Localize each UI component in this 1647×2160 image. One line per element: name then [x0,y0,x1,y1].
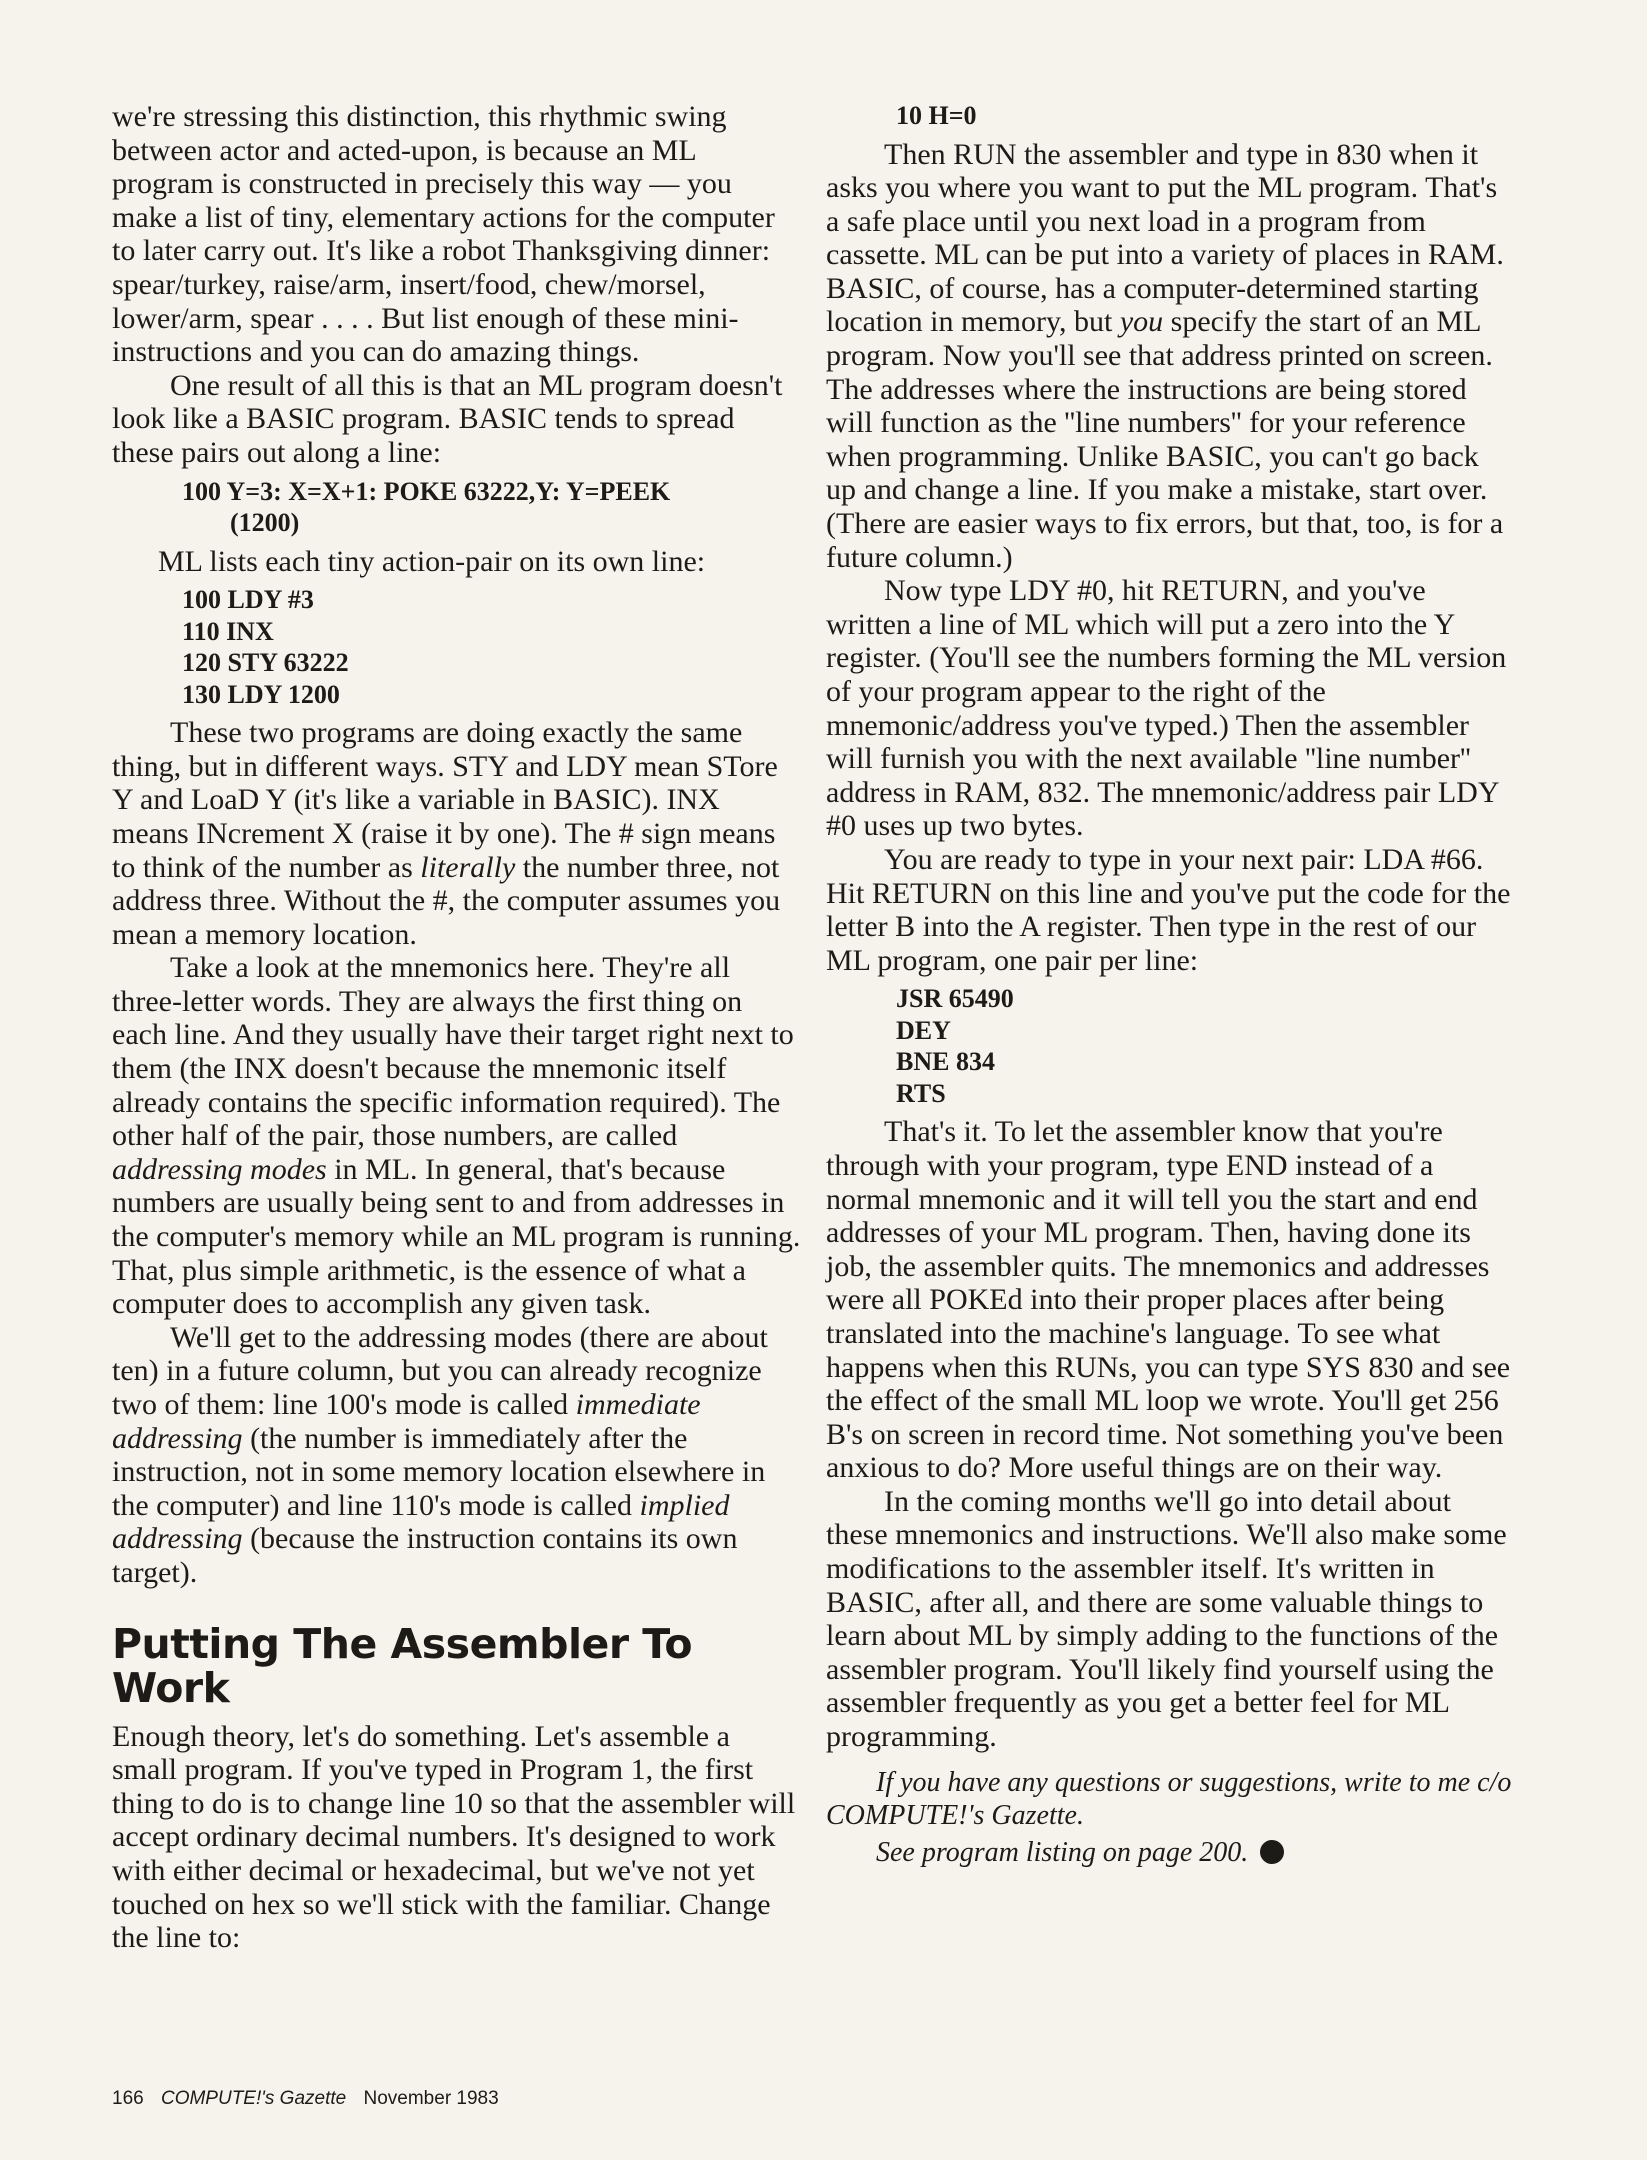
code-line: 130 LDY 1200 [182,679,340,709]
body-paragraph: In the coming months we'll go into detail about these mnemonics and instructions. We'll also make some modifications to the assembler itself. It's written in BASIC, after all, and there are some valuable things to learn about ML by simply adding to the functions of the assembler program. You'll likely find yourself using the assembler frequently as you get a better feel for ML programming. [826,1484,1507,1754]
body-paragraph: These two programs are doing exactly the same thing, but in different ways. STY and LDY mean STore Y and LoaD Y (it's like a variable in BASIC). INX means INcrement X (raise it by one). The # sign means to think of the number as literally the number three, not address three. Without the #, the computer assumes you mean a memory location. [112,716,781,951]
code-line: (1200) [230,508,300,538]
code-line: BNE 834 [896,1047,995,1077]
basic-code-listing [182,476,802,539]
body-paragraph: Now type LDY #0, hit RETURN, and you've written a line of ML which will put a zero into the Y register. (You'll see the numbers forming the ML version of your program appear to the right of the mnemonic/address you've typed.) Then the assembler will furnish you with the next available ''line number'' address in RAM, 832. The mnemonic/address pair LDY #0 uses up two bytes. [826,574,1507,843]
body-paragraph: That's it. To let the assembler know that you're through with your program, type END instead of a normal mnemonic and it will tell you the start and end addresses of your ML program. Then, having done its job, the assembler quits. The mnemonics and addresses were all POKEd into their proper places after being translated into the machine's language. To see what happens when this RUNs, you can type SYS 830 and see the effect of the small ML loop we wrote. You'll get 256 B's on screen in record time. Not something you've been anxious to do? More useful things are on their way. [826,1115,1511,1485]
code-line: RTS [896,1078,946,1108]
body-paragraph: One result of all this is that an ML program doesn't look like a BASIC program. BASIC tends to spread these pairs out along a line: [112,368,783,469]
body-paragraph: Enough theory, let's do something. Let's assemble a small program. If you've typed in Program 1, the first thing to do is to change line 10 so that the assembler will accept ordinary decimal numbers. It's designed to work with either decimal or hexadecimal, but we've not yet touched on hex so we'll stick with the familiar. Change the line to: [112,1719,796,1955]
magazine-name: COMPUTE!'s Gazette [160,2088,347,2109]
code-line: 120 STY 63222 [182,648,349,678]
body-paragraph: Take a look at the mnemonics here. They're all three-letter words. They are always the first thing on each line. And they usually have their target right next to them (the INX doesn't because the mnemonic itself already contains the specific information required). The other half of the pair, those numbers, are called addressing modes in ML. In general, that's because numbers are usually being sent to and from addresses in the computer's memory while an ML program is running. That, plus simple arithmetic, is the essence of what a computer does to accomplish any given task. [112,951,801,1321]
program-listing-note: See program listing on page 200. [826,1833,1516,1873]
body-paragraph: Then RUN the assembler and type in 830 when it asks you where you want to put the ML program. That's a safe place until you next load in a program from cassette. ML can be put into a variety of places in RAM. BASIC, of course, has a computer-determined starting location in memory, but you specify the start of an ML program. Now you'll see that address printed on screen. The addresses where the instructions are being stored will function as the ''line numbers'' for your reference when programming. Unlike BASIC, you can't go back up and change a line. If you make a mistake, start over. (There are easier ways to fix errors, but that, too, is for a future column.) [826,137,1504,574]
code-line: DEY [896,1015,951,1045]
right-column [826,100,1516,1873]
body-paragraph: We'll get to the addressing modes (there are about ten) in a future column, but you can already recognize two of them: line 100's mode is called immediate addressing (the number is immediately after the instruction, not in some memory location elsewhere in the computer) and line 110's mode is called implied addressing (because the instruction contains its own target). [112,1320,768,1589]
left-column [112,100,802,1955]
body-paragraph: we're stressing this distinction, this rhythmic swing between actor and acted-upon, is because an ML program is constructed in precisely this way — you make a list of tiny, elementary actions for the computer to later carry out. It's like a robot Thanksgiving dinner: spear/turkey, raise/arm, insert/food, chew/morsel, lower/arm, spear . . . . But list enough of these mini-instructions and you can do amazing things. [112,100,775,369]
code-line: JSR 65490 [896,984,1014,1014]
page-number: 166 [112,2088,144,2109]
body-paragraph: You are ready to type in your next pair: LDA #66. Hit RETURN on this line and you've put the code for the letter B into the A register. Then type in the rest of our ML program, one pair per line: [826,842,1511,977]
code-listing-line10 [896,100,1516,132]
code-line: 100 Y=3: X=X+1: POKE 63222,Y: Y=PEEK [182,476,671,506]
body-paragraph: ML lists each tiny action-pair on its own line: [158,544,706,578]
end-of-article-icon [1260,1840,1284,1864]
ml-code-listing [182,584,802,710]
code-line: 10 H=0 [896,101,977,130]
issue-date: November 1983 [363,2088,499,2109]
code-line: 110 INX [182,616,274,646]
code-line: 100 LDY #3 [182,585,314,615]
page-footer [112,2088,511,2110]
ml-code-listing [896,983,1516,1109]
section-heading: Putting The Assembler To Work [112,1619,692,1712]
author-signoff: If you have any questions or suggestions, write to me c/o COMPUTE!'s Gazette. [826,1766,1512,1832]
